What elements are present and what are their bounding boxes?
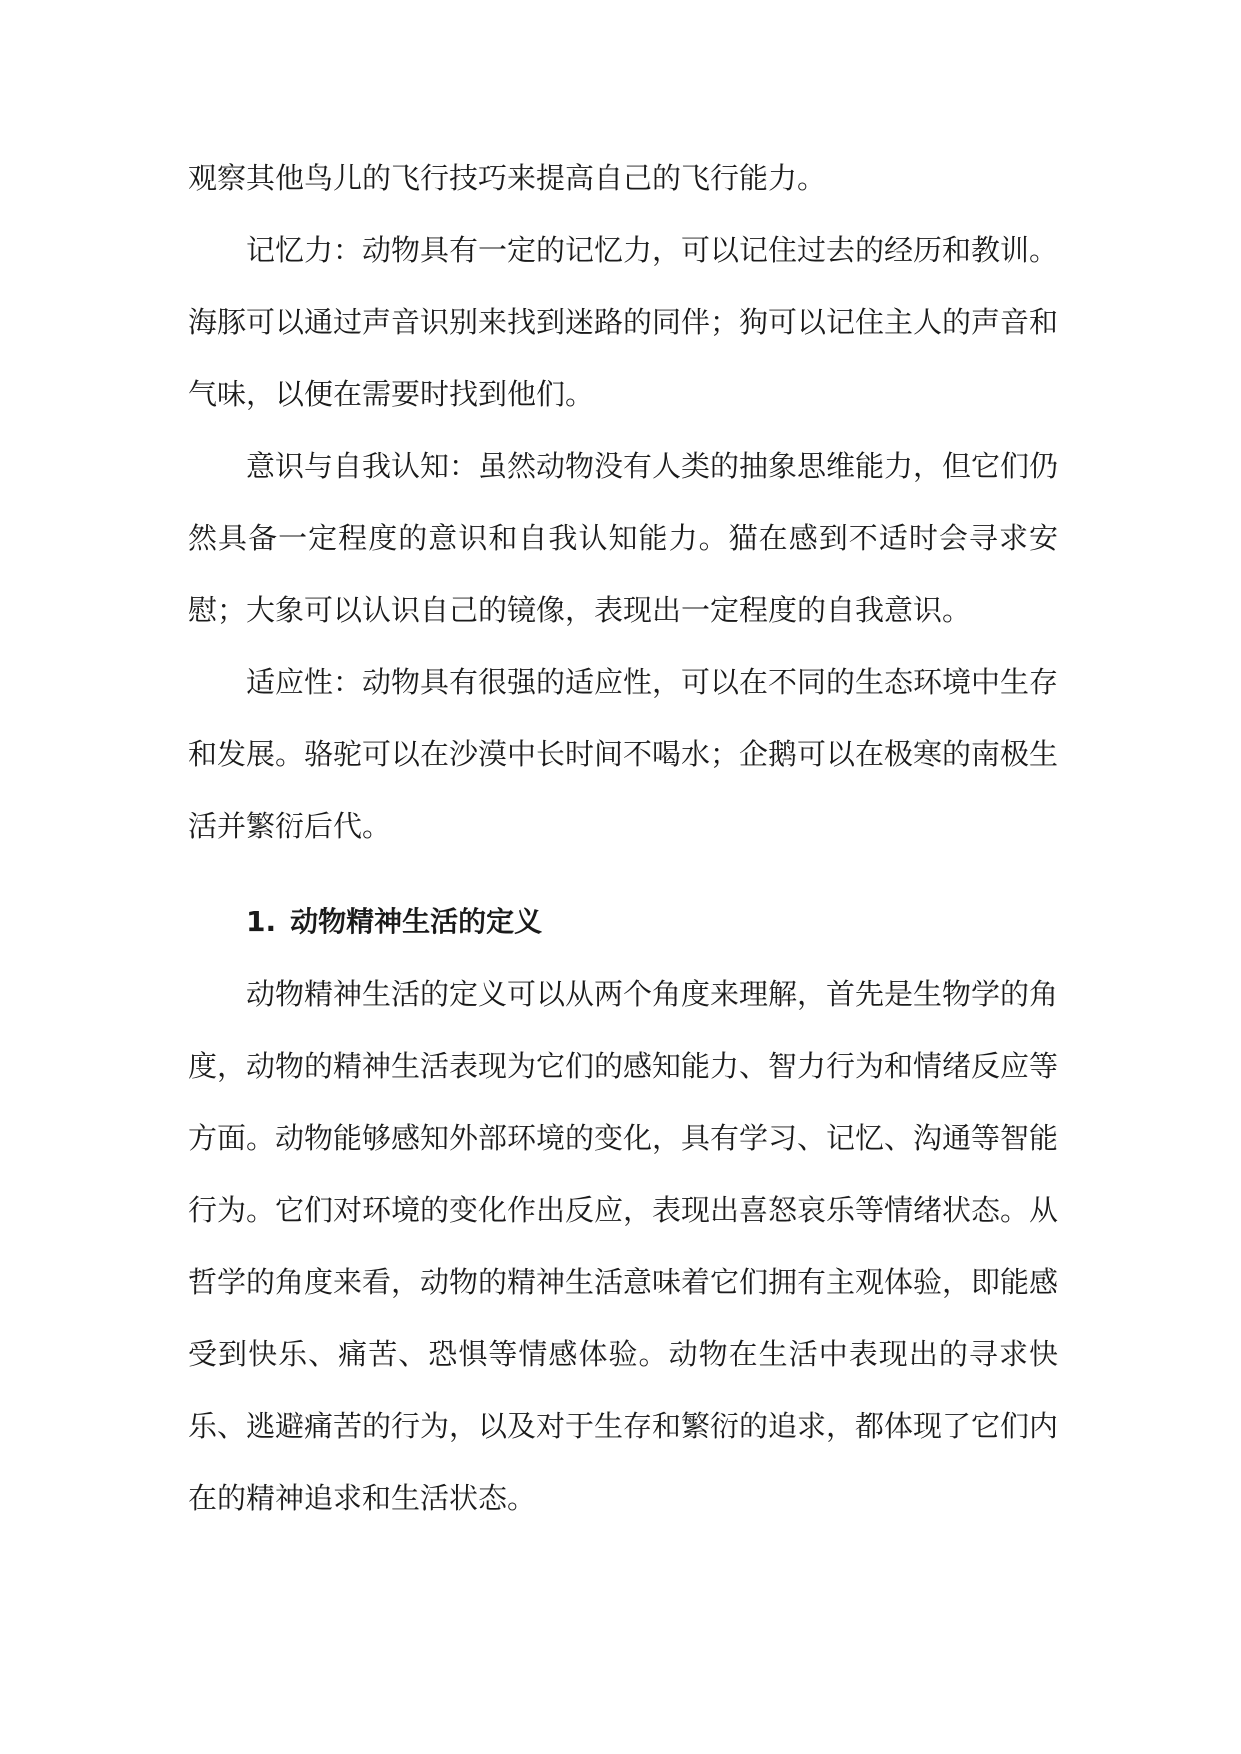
- paragraph-consciousness: 意识与自我认知：虽然动物没有人类的抽象思维能力，但它们仍然具备一定程度的意识和自我认知能力。猫在感到不适时会寻求安慰；大象可以认识自己的镜像，表现出一定程度的自我意识。: [188, 449, 1059, 627]
- paragraph-adaptability: 适应性：动物具有很强的适应性，可以在不同的生态环境中生存和发展。骆驼可以在沙漠中长时间不喝水；企鹅可以在极寒的南极生活并繁衍后代。: [188, 665, 1059, 843]
- section-number: 1.: [246, 905, 277, 938]
- section-heading: [188, 886, 1058, 958]
- paragraph-definition: 动物精神生活的定义可以从两个角度来理解，首先是生物学的角度，动物的精神生活表现为它们的感知能力、智力行为和情绪反应等方面。动物能够感知外部环境的变化，具有学习、记忆、沟通等智能行为。它们对环境的变化作出反应，表现出喜怒哀乐等情绪状态。从哲学的角度来看，动物的精神生活意味着它们拥有主观体验，即能感受到快乐、痛苦、恐惧等情感体验。动物在生活中表现出的寻求快乐、逃避痛苦的行为，以及对于生存和繁衍的追求，都体现了它们内在的精神追求和生活状态。: [188, 977, 1059, 1515]
- paragraph-continuation: 观察其他鸟儿的飞行技巧来提高自己的飞行能力。: [188, 161, 827, 195]
- document-body: [188, 142, 1058, 1534]
- paragraph-memory: 记忆力：动物具有一定的记忆力，可以记住过去的经历和教训。海豚可以通过声音识别来找到迷路的同伴；狗可以记住主人的声音和气味，以便在需要时找到他们。: [188, 233, 1059, 411]
- section-title: 动物精神生活的定义: [290, 905, 543, 938]
